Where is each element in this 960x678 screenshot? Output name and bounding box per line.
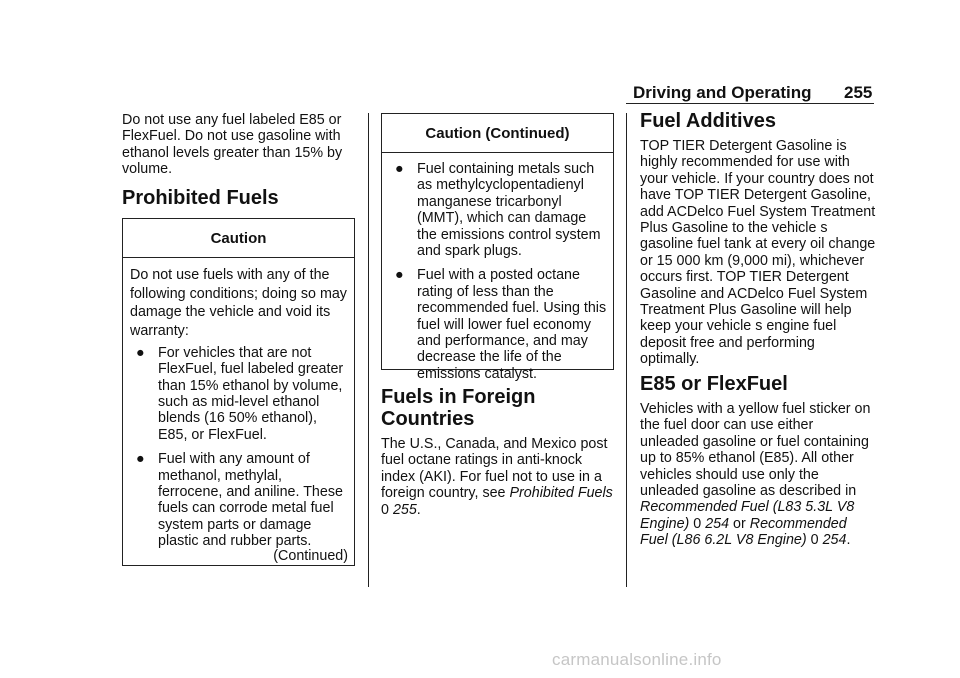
header-rule <box>626 103 874 104</box>
list-item <box>136 451 348 549</box>
page-ref-number[interactable]: 254 <box>705 515 730 532</box>
watermark: carmanualsonline.info <box>552 650 722 669</box>
link-recommended-fuel-l83[interactable]: Recommended Fuel (L83 5.3L V8 Engine) <box>640 499 855 532</box>
page-ref-number[interactable]: 255 <box>392 501 417 518</box>
bullet-text: Fuel containing metals such as methylcyclopentadienyl manganese tricarbonyl (MMT), which can damage the emissions control system and spark plugs. <box>417 161 601 260</box>
heading-fuel-additives: Fuel Additives <box>640 110 776 132</box>
bullet-text: Fuel with a posted octane rating of less than the recommended fuel. Using this fuel will lower fuel economy and performance, and may decrease the life of the emissions catalyst. <box>417 267 607 382</box>
page-ref-arrow-icon: 0 <box>693 515 702 532</box>
heading-line-1: Fuels in Foreign <box>381 386 536 408</box>
bullet-icon: ● <box>136 344 145 361</box>
column-divider-2 <box>626 113 627 587</box>
continued-note: (Continued) <box>273 547 348 564</box>
e85-paragraph: Vehicles with a yellow fuel sticker on the fuel door can use either unleaded gasoline or fuel containing up to 85% ethanol (E85). All other vehicles should use only the unleaded gasoline as described in Recommended Fuel (L83 5.3L V8 Engine) 0 254 or Recommended Fuel (L86 6.2L V8 Engine) 0 254. <box>640 401 871 549</box>
fuel-additives-paragraph: TOP TIER Detergent Gasoline is highly recommended for use with your vehicle. If your country does not have TOP TIER Detergent Gasoline, add ACDelco Fuel System Treatment Plus Gasoline to the vehicle s gasoline fuel tank at every oil change or 15 000 km (9,000 mi), whichever occurs first. TOP TIER Detergent Gasoline and ACDelco Fuel System Treatment Plus Gasoline will help keep your vehicle s engine fuel deposit free and performing optimally. <box>640 138 876 368</box>
page-ref-arrow-icon: 0 <box>810 532 819 549</box>
intro-paragraph: Do not use any fuel labeled E85 or FlexFuel. Do not use gasoline with ethanol levels greater than 15% by volume. <box>122 112 343 178</box>
bullet-icon: ● <box>136 451 145 468</box>
caution-title: Caution <box>123 219 354 258</box>
list-item <box>395 267 607 382</box>
heading-fuels-in-foreign-countries <box>381 386 535 430</box>
bullet-icon: ● <box>395 161 404 177</box>
bullet-icon: ● <box>395 267 404 284</box>
caution-lead: Do not use fuels with any of the following conditions; doing so may damage the vehicle and void its warranty: <box>130 267 347 340</box>
caution-box <box>122 218 355 566</box>
heading-prohibited-fuels: Prohibited Fuels <box>122 187 279 209</box>
bullet-text: For vehicles that are not FlexFuel, fuel labeled greater than 15% ethanol by volume, such as mid-level ethanol blends (16 50% ethanol), E85, or FlexFuel. <box>158 344 344 443</box>
page-ref-arrow-icon: 0 <box>381 501 389 518</box>
link-prohibited-fuels[interactable]: Prohibited Fuels <box>509 485 613 502</box>
section-title: Driving and Operating <box>633 83 812 102</box>
column-divider-1 <box>368 113 369 587</box>
page-ref-number[interactable]: 254 <box>822 532 847 549</box>
foreign-fuels-text: The U.S., Canada, and Mexico post fuel octane ratings in anti-knock index (AKI). For fuel not to use in a foreign country, see <box>381 436 608 502</box>
caution-continued-box <box>381 113 614 382</box>
heading-e85-flexfuel: E85 or FlexFuel <box>640 373 788 395</box>
e85-text: Vehicles with a yellow fuel sticker on the fuel door can use either unleaded gasoline or fuel containing up to 85% ethanol (E85). All other vehicles should use only the unleaded gasoline as described in <box>640 401 871 500</box>
list-item <box>136 345 348 443</box>
bullet-text: Fuel with any amount of methanol, methylal, ferrocene, and aniline. These fuels can corrode metal fuel system parts or damage plastic and rubber parts. <box>158 451 343 550</box>
foreign-fuels-paragraph: The U.S., Canada, and Mexico post fuel octane ratings in anti-knock index (AKI). For fuel not to use in a foreign country, see Prohibited Fuels 0 255. <box>381 436 613 518</box>
caution-continued-title: Caution (Continued) <box>382 114 613 153</box>
heading-line-2: Countries <box>381 408 475 430</box>
list-item <box>395 161 607 259</box>
link-recommended-fuel-l86[interactable]: Recommended Fuel (L86 6.2L V8 Engine) <box>640 515 847 549</box>
page-number: 255 <box>844 83 873 102</box>
